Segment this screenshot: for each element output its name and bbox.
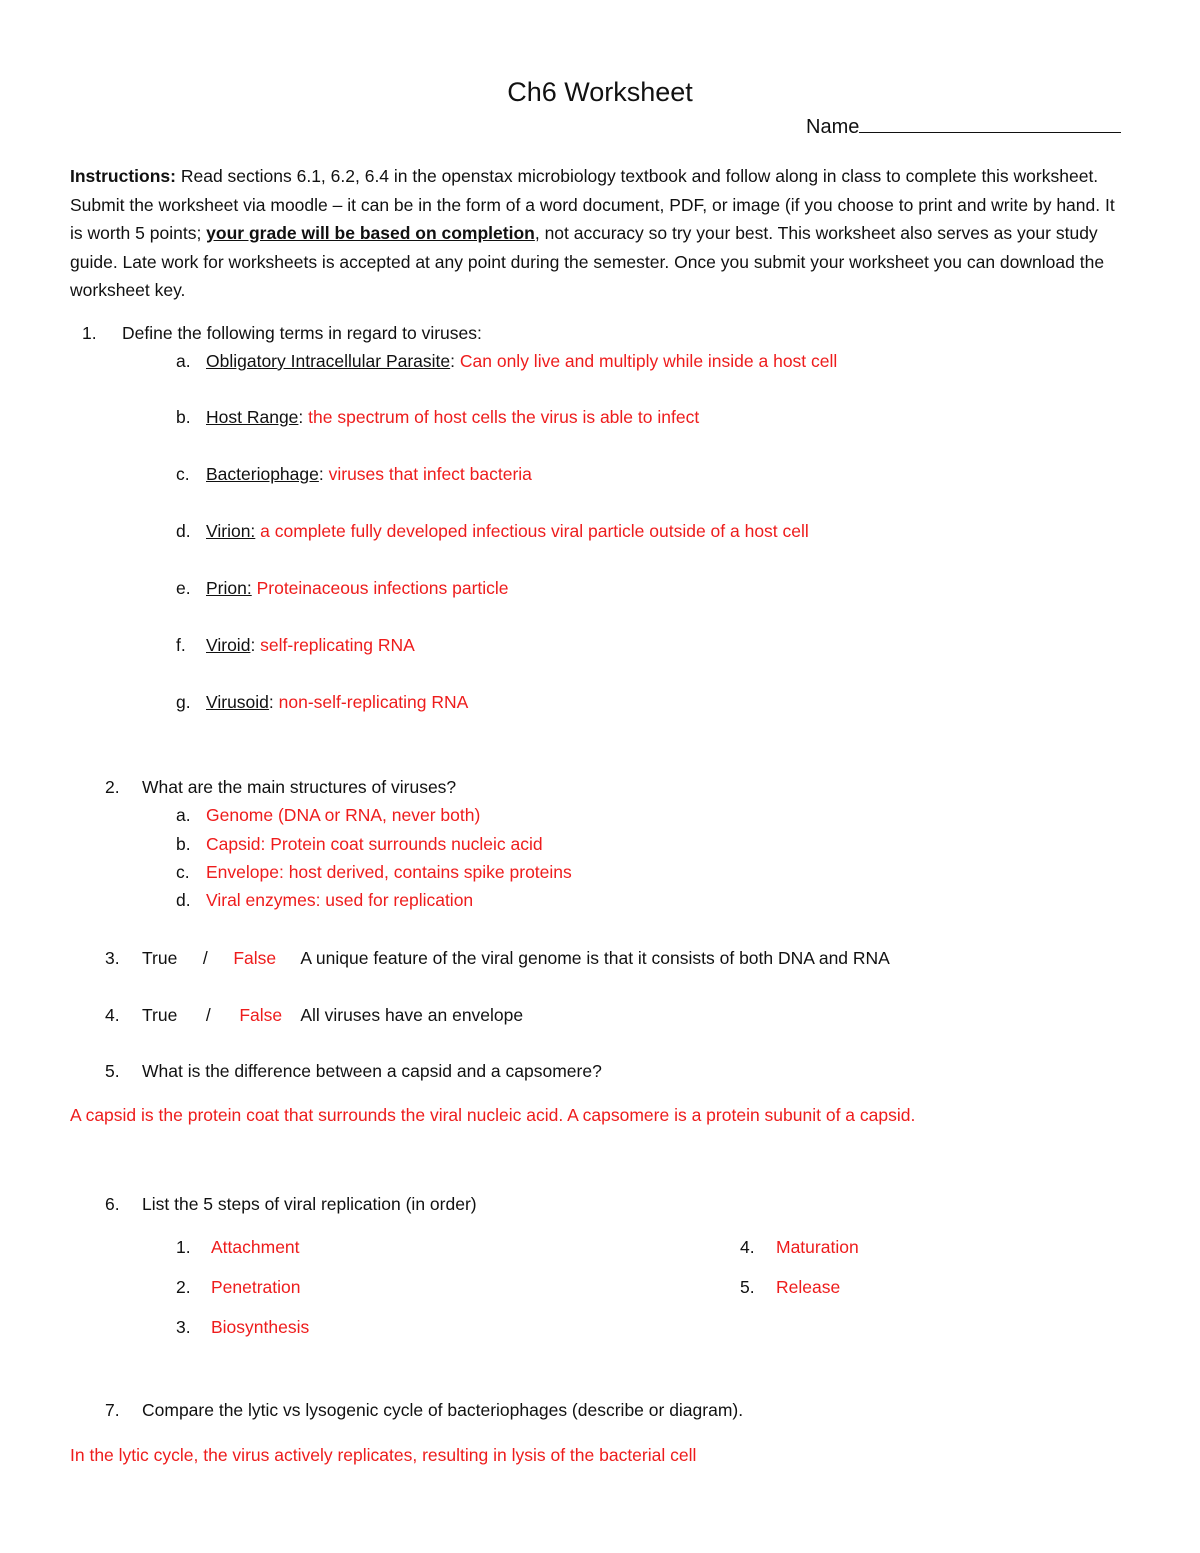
term-separator: : [250, 635, 256, 655]
instructions-text-2: , not accuracy so try your best. This worksheet also serves as your study guide. Late work for worksheets is accepted at any point during the semester. Once you submit your worksheet you can download the worksheet key. [70, 223, 1105, 300]
question-number: 4. [105, 1005, 120, 1025]
step-number: 3. [176, 1317, 191, 1337]
question-text: What is the difference between a capsid and a capsomere? [142, 1061, 602, 1081]
answer: self-replicating RNA [255, 635, 415, 655]
question-number: 3. [105, 948, 120, 968]
step-number: 4. [740, 1237, 755, 1257]
item-letter: c. [176, 464, 190, 484]
q6-step-1 [176, 1237, 300, 1258]
term: Obligatory Intracellular Parasite [206, 351, 451, 371]
q1-item-b [176, 407, 699, 428]
question-number: 5. [105, 1061, 120, 1081]
item-letter: c. [176, 862, 190, 882]
item-letter: g. [176, 692, 191, 712]
term: Virusoid [206, 692, 269, 712]
q2-item-d [176, 890, 473, 911]
answer: a complete fully developed infectious viral particle outside of a host cell [255, 521, 809, 541]
statement: A unique feature of the viral genome is that it consists of both DNA and RNA [300, 948, 890, 968]
term-separator: : [318, 464, 324, 484]
false-option[interactable]: False [233, 948, 277, 968]
step-name: Attachment [211, 1237, 300, 1257]
step-number: 5. [740, 1277, 755, 1297]
false-option[interactable]: False [239, 1005, 283, 1025]
answer: viruses that infect bacteria [323, 464, 532, 484]
question-number: 2. [105, 777, 120, 797]
answer: Genome (DNA or RNA, never both) [206, 805, 481, 825]
q5-answer: A capsid is the protein coat that surrounds the viral nucleic acid. A capsomere is a protein subunit of a capsid. [70, 1105, 916, 1125]
q1-item-d [176, 521, 809, 542]
item-letter: e. [176, 578, 191, 598]
statement: All viruses have an envelope [300, 1005, 524, 1025]
term: Prion: [206, 578, 252, 598]
answer: non-self-replicating RNA [273, 692, 469, 712]
question-5 [105, 1061, 602, 1082]
q6-step-4 [740, 1237, 859, 1258]
question-7 [105, 1400, 743, 1421]
item-letter: a. [176, 805, 191, 825]
question-text: What are the main structures of viruses? [142, 777, 457, 797]
instructions-emphasis: your grade will be based on completion [206, 223, 535, 243]
term: Virion: [206, 521, 256, 541]
q1-item-a [176, 351, 837, 372]
q1-item-f [176, 635, 415, 656]
instructions [70, 162, 1132, 305]
item-letter: d. [176, 521, 191, 541]
q2-item-b [176, 834, 543, 855]
step-number: 1. [176, 1237, 191, 1257]
item-letter: a. [176, 351, 191, 371]
question-3 [105, 948, 890, 969]
question-1 [82, 323, 482, 344]
true-option[interactable]: True [142, 1005, 178, 1025]
q7-answer: In the lytic cycle, the virus actively replicates, resulting in lysis of the bacterial cell [70, 1445, 697, 1465]
question-number: 1. [82, 323, 97, 343]
question-4 [105, 1005, 523, 1026]
question-text: Define the following terms in regard to viruses: [122, 323, 482, 343]
name-label: Name [806, 116, 860, 138]
term-separator: : [268, 692, 274, 712]
answer: Viral enzymes: used for replication [206, 890, 474, 910]
question-number: 7. [105, 1400, 120, 1420]
q6-step-2 [176, 1277, 301, 1298]
term-separator: : [298, 407, 304, 427]
answer: Capsid: Protein coat surrounds nucleic acid [206, 834, 543, 854]
item-letter: f. [176, 635, 186, 655]
instructions-text-1: Read sections 6.1, 6.2, 6.4 in the openstax microbiology textbook and follow along in class to complete this worksheet. Submit the worksheet via moodle – it can be in the form of a word document, PDF, or image (if you choose to print and write by hand. It is worth 5 points; [70, 166, 1115, 243]
item-letter: d. [176, 890, 191, 910]
step-name: Penetration [211, 1277, 301, 1297]
q1-item-c [176, 464, 532, 485]
q6-step-3 [176, 1317, 309, 1338]
q2-item-c [176, 862, 572, 883]
q1-item-e [176, 578, 509, 599]
step-name: Maturation [776, 1237, 859, 1257]
term: Bacteriophage [206, 464, 319, 484]
question-text: List the 5 steps of viral replication (in order) [142, 1194, 477, 1214]
name-blank-line[interactable] [859, 114, 1121, 133]
instructions-label: Instructions: [70, 166, 176, 186]
item-letter: b. [176, 834, 191, 854]
q2-item-a [176, 805, 480, 826]
question-2 [105, 777, 456, 798]
question-6 [105, 1194, 477, 1215]
option-slash: / [205, 1005, 211, 1025]
item-letter: b. [176, 407, 191, 427]
step-name: Biosynthesis [211, 1317, 310, 1337]
answer: Proteinaceous infections particle [251, 578, 509, 598]
question-text: Compare the lytic vs lysogenic cycle of bacteriophages (describe or diagram). [142, 1400, 744, 1420]
q6-step-5 [740, 1277, 840, 1298]
true-option[interactable]: True [142, 948, 178, 968]
answer: the spectrum of host cells the virus is able to infect [303, 407, 700, 427]
step-number: 2. [176, 1277, 191, 1297]
answer: Envelope: host derived, contains spike proteins [206, 862, 572, 882]
question-number: 6. [105, 1194, 120, 1214]
term-separator: : [450, 351, 456, 371]
name-field[interactable] [806, 114, 1121, 139]
page-title: Ch6 Worksheet [507, 77, 693, 107]
option-slash: / [202, 948, 208, 968]
term: Host Range [206, 407, 299, 427]
answer: Can only live and multiply while inside a host cell [455, 351, 838, 371]
term: Viroid [206, 635, 251, 655]
step-name: Release [776, 1277, 841, 1297]
q1-item-g [176, 692, 468, 713]
